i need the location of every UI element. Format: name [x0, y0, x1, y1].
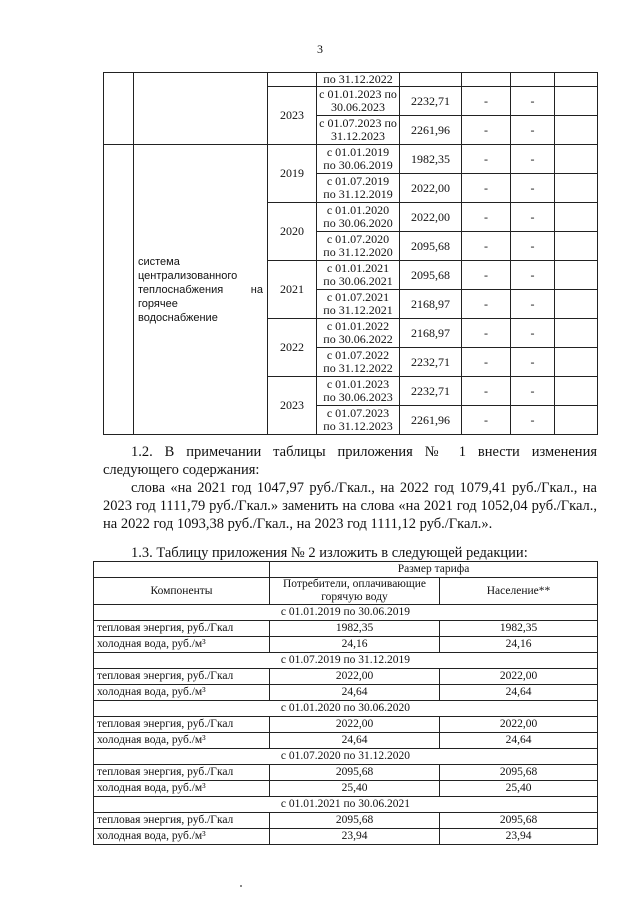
period-row: [94, 701, 598, 717]
system-label-line: водоснабжение: [138, 311, 218, 324]
blank-cell: [555, 174, 598, 203]
dash-cell: -: [462, 174, 511, 203]
tariff-size-table: [93, 561, 598, 845]
table-row: [94, 621, 598, 637]
component-name: тепловая энергия, руб./Гкал: [94, 621, 270, 637]
table-row: [94, 765, 598, 781]
paragraph-1-2-lead: 1.2. В примечании таблицы приложения № 1 внести изменения следующего содержания:: [103, 444, 597, 478]
year-cell: 2023: [268, 377, 317, 435]
period-end: по 31.12.2020: [323, 245, 393, 259]
consumers-value: 1982,35: [270, 621, 440, 637]
period-heading: с 01.07.2020 по 31.12.2020: [94, 749, 598, 765]
period-cell: [317, 232, 400, 261]
population-value: 23,94: [440, 829, 598, 845]
period-cell: [317, 348, 400, 377]
blank-cell: [555, 261, 598, 290]
dash-cell: -: [511, 406, 555, 435]
blank-cell: [462, 73, 511, 87]
period-cell: с 01.01.2023 по 30.06.2023: [317, 87, 400, 116]
blank-cell: [555, 116, 598, 145]
dash-cell: -: [511, 348, 555, 377]
component-name: холодная вода, руб./м³: [94, 637, 270, 653]
year-cell: 2022: [268, 319, 317, 377]
period-row: [94, 797, 598, 813]
component-name: тепловая энергия, руб./Гкал: [94, 669, 270, 685]
dash-cell: -: [511, 203, 555, 232]
period-end: по 30.06.2022: [323, 332, 393, 346]
header-consumers: Потребители, оплачивающие горячую воду: [270, 578, 440, 605]
value-cell: [400, 73, 462, 87]
year-cell: 2019: [268, 145, 317, 203]
dash-cell: -: [462, 203, 511, 232]
period-cell: по 31.12.2022: [317, 73, 400, 87]
consumers-value: 24,64: [270, 733, 440, 749]
component-name: тепловая энергия, руб./Гкал: [94, 765, 270, 781]
header-population: Население**: [440, 578, 598, 605]
value-cell: 2168,97: [400, 319, 462, 348]
period-start: с 01.01.2022: [326, 319, 390, 333]
blank-cell: [555, 377, 598, 406]
period-start: с 01.07.2022: [326, 348, 390, 362]
period-start: с 01.01.2021: [326, 261, 390, 275]
period-end: по 30.06.2021: [323, 274, 393, 288]
value-cell: 2232,71: [400, 377, 462, 406]
dash-cell: -: [462, 261, 511, 290]
consumers-value: 24,64: [270, 685, 440, 701]
dash-cell: -: [462, 87, 511, 116]
consumers-value: 25,40: [270, 781, 440, 797]
component-name: тепловая энергия, руб./Гкал: [94, 813, 270, 829]
blank-cell: [555, 406, 598, 435]
header-components: Компоненты: [94, 578, 270, 605]
dash-cell: -: [462, 377, 511, 406]
period-end: по 30.06.2023: [323, 390, 393, 404]
population-value: 24,16: [440, 637, 598, 653]
consumers-value: 2095,68: [270, 813, 440, 829]
dash-cell: -: [462, 290, 511, 319]
component-name: холодная вода, руб./м³: [94, 685, 270, 701]
population-value: 2095,68: [440, 813, 598, 829]
system-label: [134, 145, 268, 435]
year-cell: 2021: [268, 261, 317, 319]
tariff-size-table-body: [94, 562, 598, 845]
value-cell: 2095,68: [400, 232, 462, 261]
tariff-periods-table: [103, 72, 598, 435]
tariff-periods-table-body: [104, 73, 598, 435]
paragraph-1-2: [103, 443, 597, 533]
consumers-value: 2022,00: [270, 669, 440, 685]
consumers-value: 2095,68: [270, 765, 440, 781]
value-cell: 2168,97: [400, 290, 462, 319]
year-cell: 2023: [268, 87, 317, 145]
period-heading: с 01.07.2019 по 31.12.2019: [94, 653, 598, 669]
dash-cell: -: [462, 406, 511, 435]
consumers-value: 2022,00: [270, 717, 440, 733]
table-header-row: [94, 562, 598, 578]
dash-cell: -: [462, 232, 511, 261]
value-cell: 2232,71: [400, 348, 462, 377]
value-cell: 2022,00: [400, 203, 462, 232]
blank-cell: [511, 73, 555, 87]
dash-cell: -: [462, 145, 511, 174]
table-row: [94, 733, 598, 749]
period-start: с 01.07.2021: [326, 290, 390, 304]
component-name: холодная вода, руб./м³: [94, 781, 270, 797]
period-row: [94, 653, 598, 669]
blank-cell: [268, 73, 317, 87]
dash-cell: -: [511, 174, 555, 203]
dash-cell: -: [511, 290, 555, 319]
blank-cell: [134, 73, 268, 145]
table-row: [94, 829, 598, 845]
period-heading: с 01.01.2019 по 30.06.2019: [94, 605, 598, 621]
dash-cell: -: [511, 232, 555, 261]
dash-cell: -: [462, 319, 511, 348]
period-cell: [317, 261, 400, 290]
blank-cell: [555, 73, 598, 87]
period-cell: [317, 290, 400, 319]
blank-cell: [555, 348, 598, 377]
year-cell: 2020: [268, 203, 317, 261]
blank-cell: [555, 203, 598, 232]
blank-cell: [555, 145, 598, 174]
dash-cell: -: [511, 319, 555, 348]
population-value: 2022,00: [440, 669, 598, 685]
page-number: 3: [317, 42, 323, 56]
population-value: 24,64: [440, 733, 598, 749]
consumers-value: 24,16: [270, 637, 440, 653]
period-start: с 01.07.2019: [326, 174, 390, 188]
table-header-row: [94, 578, 598, 605]
dash-cell: -: [511, 116, 555, 145]
system-label-line: система: [138, 255, 180, 268]
period-start: с 01.01.2023: [326, 377, 390, 391]
component-name: тепловая энергия, руб./Гкал: [94, 717, 270, 733]
period-start: с 01.07.2023: [326, 406, 390, 420]
system-label-line: горячее: [138, 297, 178, 310]
blank-cell: [555, 290, 598, 319]
period-heading: с 01.01.2021 по 30.06.2021: [94, 797, 598, 813]
period-cell: [317, 203, 400, 232]
paragraph-1-2-body: слова «на 2021 год 1047,97 руб./Гкал., на 2022 год 1079,41 руб./Гкал., на 2023 год 1111,79 руб./Гкал.» заменить на слова «на 2021 год 1052,04 руб./Гкал., на 2022 год 1093,38 руб./Гкал., на 2023 год 1111,12 руб./Гкал.».: [103, 480, 597, 532]
period-row: [94, 605, 598, 621]
table-row: [94, 717, 598, 733]
population-value: 2022,00: [440, 717, 598, 733]
value-cell: 2232,71: [400, 87, 462, 116]
dash-cell: -: [511, 261, 555, 290]
component-name: холодная вода, руб./м³: [94, 829, 270, 845]
system-label-line: централизованного: [138, 269, 238, 282]
system-label-line: теплоснабжения на: [138, 283, 263, 296]
period-cell: [317, 145, 400, 174]
table-row: [94, 813, 598, 829]
consumers-value: 23,94: [270, 829, 440, 845]
period-row: [94, 749, 598, 765]
table-row: [94, 637, 598, 653]
blank-cell: [555, 232, 598, 261]
value-cell: 1982,35: [400, 145, 462, 174]
population-value: 2095,68: [440, 765, 598, 781]
dash-cell: -: [511, 87, 555, 116]
population-value: 25,40: [440, 781, 598, 797]
period-cell: [317, 377, 400, 406]
value-cell: 2095,68: [400, 261, 462, 290]
scan-speck: [240, 885, 242, 887]
period-end: по 30.06.2019: [323, 158, 393, 172]
table-row: [104, 145, 598, 174]
header-blank: [94, 562, 270, 578]
period-heading: с 01.01.2020 по 30.06.2020: [94, 701, 598, 717]
period-end: по 31.12.2021: [323, 303, 393, 317]
component-name: холодная вода, руб./м³: [94, 733, 270, 749]
header-tariff-size: Размер тарифа: [270, 562, 598, 578]
blank-cell: [104, 73, 134, 145]
table-row: [94, 685, 598, 701]
value-cell: 2261,96: [400, 406, 462, 435]
paragraph-1-3: 1.3. Таблицу приложения № 2 изложить в следующей редакции:: [131, 545, 528, 561]
dash-cell: -: [462, 348, 511, 377]
dash-cell: -: [511, 145, 555, 174]
period-end: по 31.12.2022: [323, 361, 393, 375]
period-start: с 01.07.2020: [326, 232, 390, 246]
blank-cell: [104, 145, 134, 435]
period-end: по 31.12.2019: [323, 187, 393, 201]
period-cell: [317, 174, 400, 203]
population-value: 24,64: [440, 685, 598, 701]
period-cell: с 01.07.2023 по 31.12.2023: [317, 116, 400, 145]
value-cell: 2261,96: [400, 116, 462, 145]
period-cell: [317, 406, 400, 435]
blank-cell: [555, 319, 598, 348]
period-end: по 31.12.2023: [323, 419, 393, 433]
table-row: [104, 73, 598, 87]
period-end: по 30.06.2020: [323, 216, 393, 230]
table-row: [94, 669, 598, 685]
population-value: 1982,35: [440, 621, 598, 637]
dash-cell: -: [462, 116, 511, 145]
value-cell: 2022,00: [400, 174, 462, 203]
table-row: [94, 781, 598, 797]
dash-cell: -: [511, 377, 555, 406]
period-cell: [317, 319, 400, 348]
blank-cell: [555, 87, 598, 116]
period-start: с 01.01.2019: [326, 145, 390, 159]
period-start: с 01.01.2020: [326, 203, 390, 217]
